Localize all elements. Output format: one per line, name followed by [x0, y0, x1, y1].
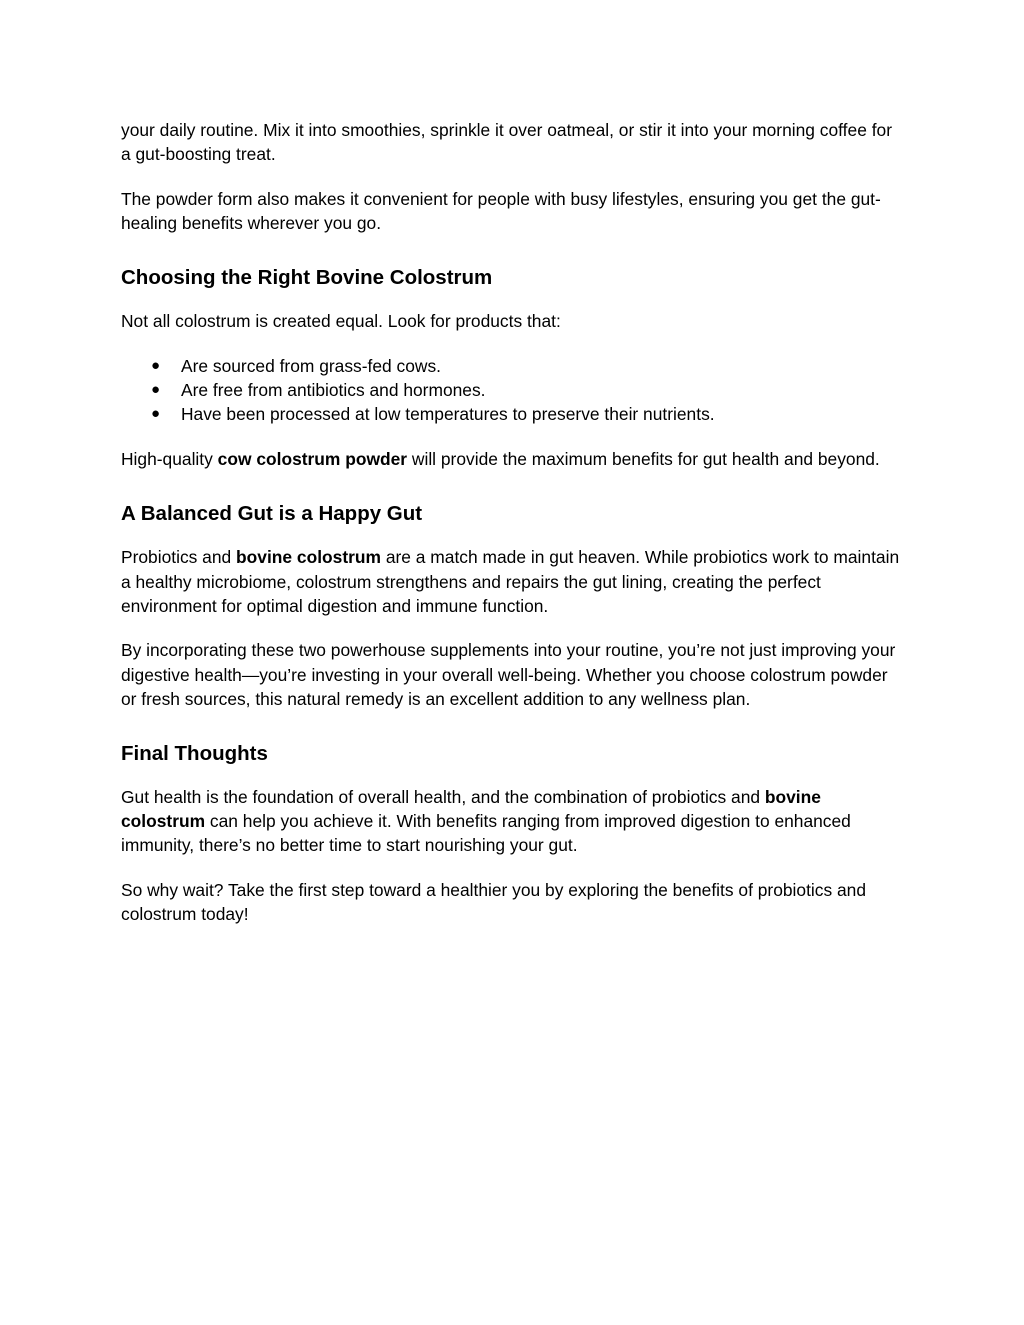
paragraph-choosing-closing [121, 447, 906, 471]
text-run: will provide the maximum benefits for gut health and beyond. [407, 449, 880, 470]
paragraph-routine: your daily routine. Mix it into smoothies, sprinkle it over oatmeal, or stir it into your morning coffee for a gut-boosting treat. [121, 120, 892, 165]
paragraph-final-1 [121, 785, 906, 858]
bullet-icon: ● [151, 381, 161, 399]
heading-balanced-gut: A Balanced Gut is a Happy Gut [121, 502, 423, 526]
list-item-text: Have been processed at low temperatures to preserve their nutrients. [181, 404, 715, 425]
list-item-text: Are sourced from grass-fed cows. [181, 356, 441, 377]
document-page [121, 118, 906, 927]
list-item-text: Are free from antibiotics and hormones. [181, 380, 486, 401]
paragraph-final-2: So why wait? Take the first step toward a healthier you by exploring the benefits of probiotics and colostrum today! [121, 880, 867, 925]
bullet-icon: ● [151, 357, 161, 375]
heading-final-thoughts: Final Thoughts [121, 742, 268, 766]
paragraph-balanced-2: By incorporating these two powerhouse supplements into your routine, you’re not just improving your digestive health—you’re investing in your overall well-being. Whether you choose colostrum powder or fresh sources, this natural remedy is an excellent addition to any wellness plan. [121, 640, 896, 709]
list-item [121, 378, 906, 402]
text-run: Gut health is the foundation of overall health, and the combination of probiotics and [121, 787, 765, 808]
paragraph-balanced-1 [121, 545, 906, 618]
text-run: can help you achieve it. With benefits ranging from improved digestion to enhanced immunity, there’s no better time to start nourishing your gut. [121, 811, 851, 856]
bold-phrase: cow colostrum powder [217, 449, 408, 470]
paragraph-choosing-intro: Not all colostrum is created equal. Look for products that: [121, 311, 561, 332]
list-item [121, 402, 906, 426]
paragraph-powder-form: The powder form also makes it convenient for people with busy lifestyles, ensuring you get the gut-healing benefits wherever you go. [121, 188, 881, 234]
text-run: are a match made in gut heaven. While probiotics work to maintain a healthy microbiome, colostrum strengthens and repairs the gut lining, creating the perfect environment for optimal digestion and immune function. [121, 547, 900, 616]
bold-phrase: bovine colostrum [236, 547, 381, 568]
text-run: Probiotics and [121, 547, 237, 568]
text-run: High-quality [121, 449, 218, 470]
bullet-list [121, 354, 906, 427]
bold-phrase: bovine colostrum [121, 787, 821, 832]
bullet-icon: ● [151, 405, 161, 423]
heading-choosing: Choosing the Right Bovine Colostrum [121, 266, 493, 290]
list-item [121, 354, 906, 378]
